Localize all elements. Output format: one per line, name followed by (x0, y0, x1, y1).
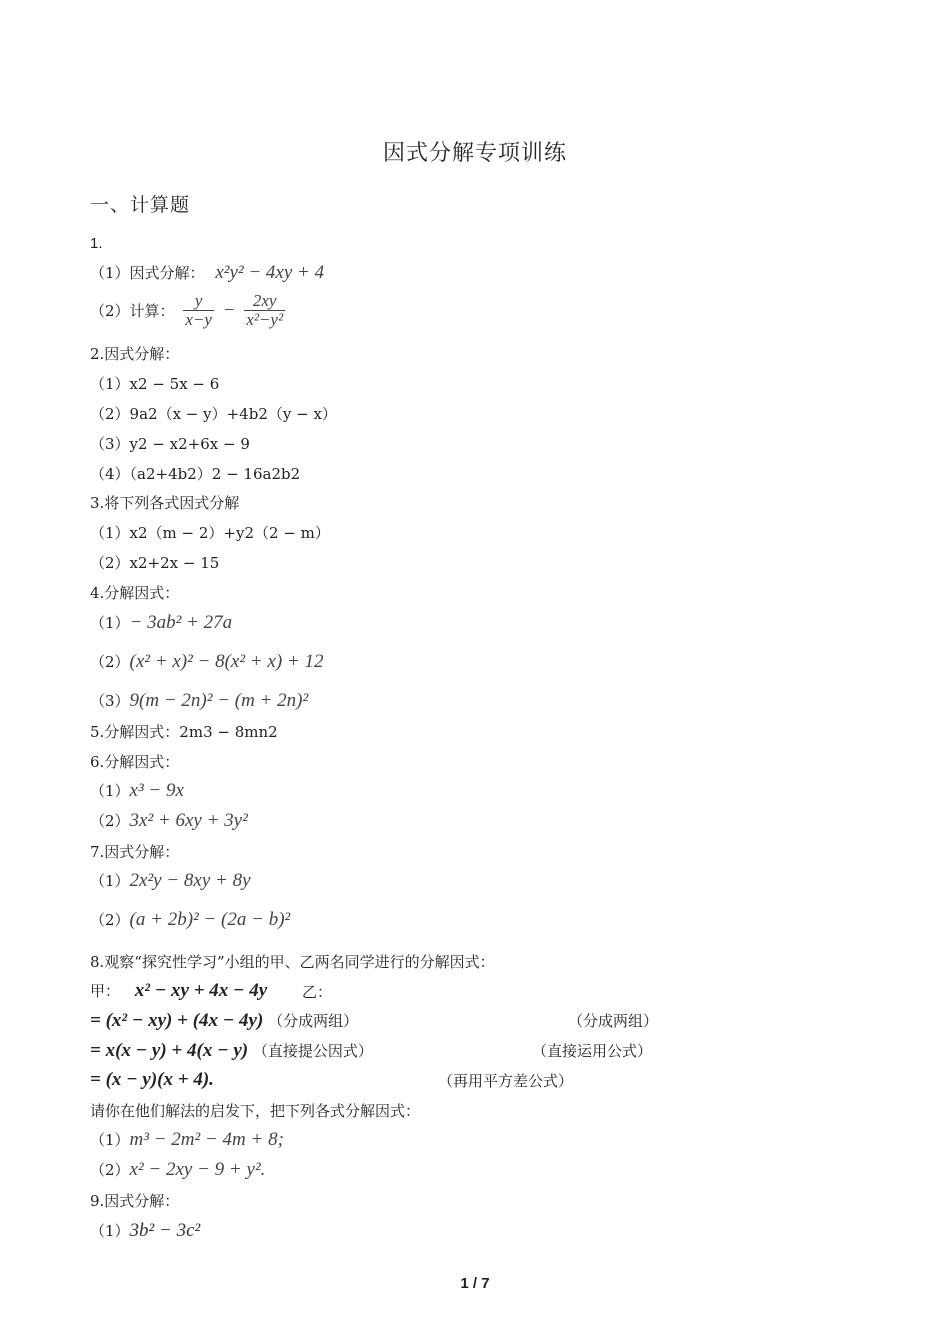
q7-item-1-expr: 2x²y − 8xy + 8y (129, 870, 251, 891)
q8-step-1-expr: = (x² − xy) + (4x − 4y) (90, 1010, 264, 1031)
section-heading: 一、计算题 (90, 194, 191, 216)
q4-item-2-expr: (x² + x)² − 8(x² + x) + 12 (129, 651, 324, 672)
q8-step-2 (90, 1041, 373, 1061)
q6-item-2-label: （2） (90, 812, 130, 830)
q9-item-1-label: （1） (90, 1222, 130, 1240)
q8-item-1 (90, 1130, 284, 1150)
q8-step-2-expr: = x(x − y) + 4(x − y) (90, 1040, 249, 1061)
q8-item-1-label: （1） (90, 1131, 130, 1149)
q1-fraction-2 (244, 292, 285, 329)
q2-item-3: （3）y2 − x2+6x − 9 (90, 435, 250, 453)
q1-minus-sign: − (222, 299, 236, 321)
q9-item-1 (90, 1221, 200, 1241)
q4-item-3-expr: 9(m − 2n)² − (m + 2n)² (129, 690, 309, 711)
q4-item-2-label: （2） (90, 653, 130, 671)
q8-item-2-expr: x² − 2xy − 9 + y². (129, 1159, 266, 1180)
q1-part2 (90, 292, 285, 336)
q8-item-2 (90, 1160, 265, 1180)
q6-item-1-expr: x³ − 9x (129, 780, 184, 801)
q8-yi-step-3-note: （再用平方差公式） (438, 1072, 574, 1090)
q7-item-1 (90, 871, 251, 891)
q3-item-1: （1）x2（m − 2）+y2（2 − m） (90, 524, 330, 542)
q8-step-2-note: （直接提公因式） (252, 1042, 373, 1060)
q8-jia-label: 甲： (90, 982, 121, 1000)
q8-step-1-note: （分成两组） (268, 1012, 359, 1030)
q2-item-2: （2）9a2（x − y）+4b2（y − x） (90, 405, 337, 423)
q3-item-2: （2）x2+2x − 15 (90, 554, 220, 572)
q2-item-4: （4）（a2+4b2）2 − 16a2b2 (90, 465, 301, 483)
q4-item-1-label: （1） (90, 614, 130, 632)
q1-fraction-2-numerator: 2xy (244, 292, 285, 311)
q4-item-2 (90, 652, 323, 672)
q1-fraction-2-denominator: x²−y² (246, 310, 284, 329)
q8-jia-line (90, 981, 267, 1001)
q2-heading: 2.因式分解： (90, 345, 180, 363)
q1-part2-label: （2）计算： (90, 301, 175, 320)
q8-item-2-label: （2） (90, 1161, 130, 1179)
q4-item-1 (90, 613, 232, 633)
q6-item-2-expr: 3x² + 6xy + 3y² (129, 810, 248, 831)
q6-item-1-label: （1） (90, 782, 130, 800)
q1-fraction-1-denominator: x−y (185, 310, 212, 329)
q8-yi-step-1-note: （分成两组） (568, 1012, 659, 1030)
q8-step-3 (90, 1070, 214, 1090)
q8-prompt: 请你在他们解法的启发下，把下列各式分解因式： (90, 1102, 421, 1120)
q4-item-1-expr: − 3ab² + 27a (129, 612, 233, 633)
q7-item-1-label: （1） (90, 872, 130, 890)
q3-heading: 3.将下列各式因式分解 (90, 494, 240, 512)
q7-item-2-expr: (a + 2b)² − (2a − b)² (129, 909, 291, 930)
q7-heading: 7.因式分解： (90, 843, 180, 861)
q9-item-1-expr: 3b² − 3c² (129, 1220, 201, 1241)
q9-heading: 9.因式分解： (90, 1192, 180, 1210)
q8-jia-expr: x² − xy + 4x − 4y (134, 980, 268, 1001)
q1-part1-expr: x²y² − 4xy + 4 (215, 262, 325, 283)
q6-heading: 6.分解因式： (90, 753, 180, 771)
q8-step-1 (90, 1011, 358, 1031)
q1-part1-label: （1）因式分解： (90, 264, 205, 282)
q1-number: 1. (90, 235, 103, 252)
q8-heading: 8.观察“探究性学习”小组的甲、乙两名同学进行的分解因式： (90, 953, 495, 971)
q4-item-3-label: （3） (90, 692, 130, 710)
q8-item-1-expr: m³ − 2m² − 4m + 8; (129, 1129, 284, 1150)
q7-item-2-label: （2） (90, 911, 130, 929)
q6-item-2 (90, 811, 248, 831)
q5-heading: 5.分解因式：2m3 − 8mn2 (90, 723, 278, 741)
q8-step-3-expr: = (x − y)(x + 4). (90, 1069, 214, 1090)
q2-item-1: （1）x2 − 5x − 6 (90, 375, 220, 393)
q4-heading: 4.分解因式： (90, 584, 180, 602)
q6-item-1 (90, 781, 184, 801)
q1-part1 (90, 263, 324, 283)
q4-item-3 (90, 691, 308, 711)
page-number: 1 / 7 (460, 1275, 490, 1292)
q8-yi-label: 乙： (302, 983, 333, 1001)
q8-yi-step-2-note: （直接运用公式） (532, 1042, 653, 1060)
q7-item-2 (90, 910, 290, 930)
q1-fraction-1-numerator: y (183, 292, 214, 311)
q1-fraction-1 (183, 292, 214, 329)
page-title: 因式分解专项训练 (382, 141, 567, 166)
